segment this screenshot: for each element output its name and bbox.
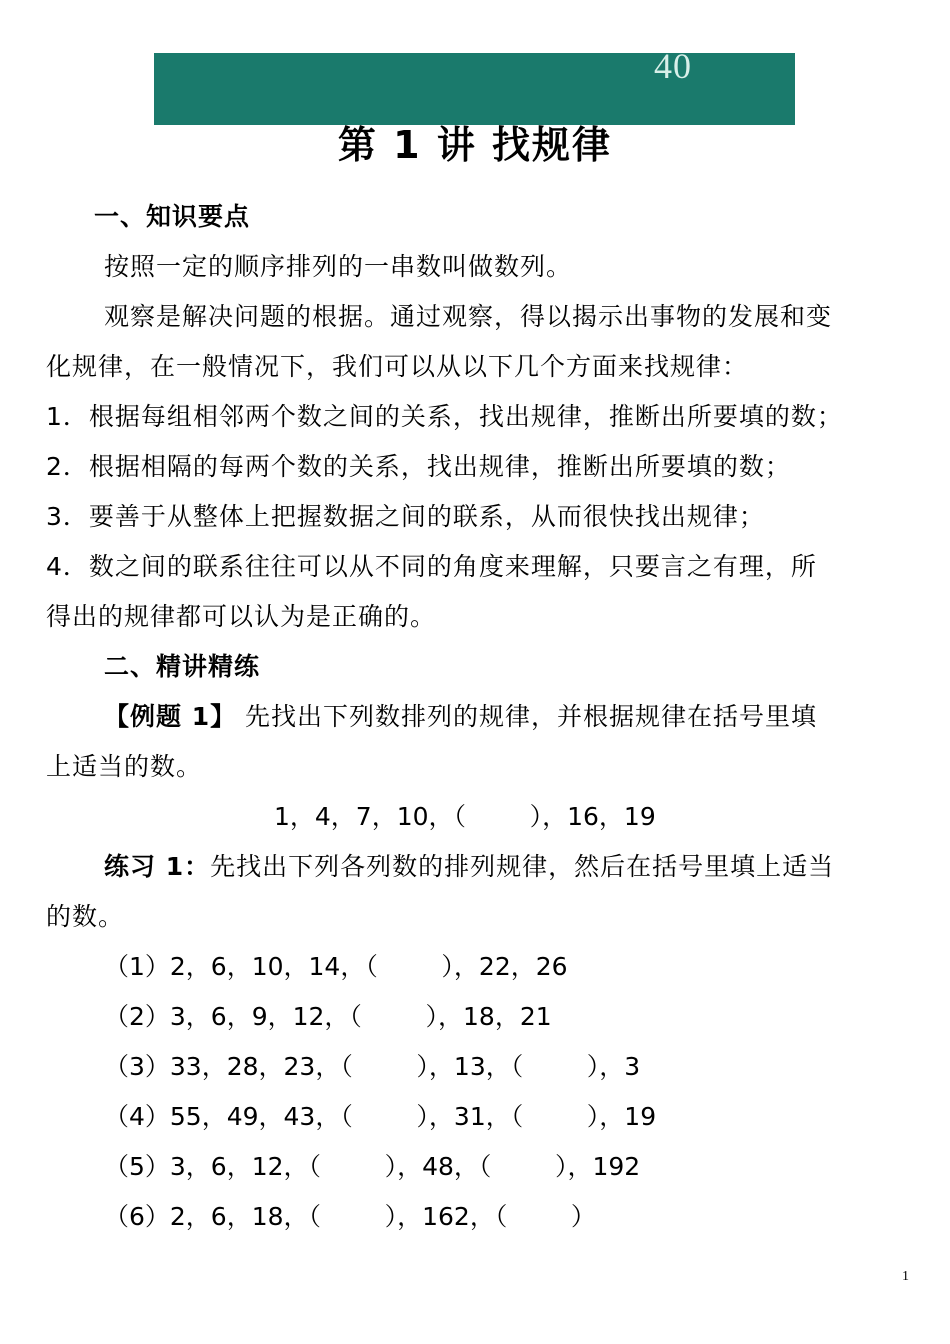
exercise-item-4: （4）55，49，43，（ ），31，（ ），19 [104,1102,657,1131]
example-1-line2: 上适当的数。 [46,752,203,781]
header-banner [154,46,795,125]
paragraph-definition: 按照一定的顺序排列的一串数叫做数列。 [104,252,573,281]
exercise-1-text: 先找出下列各列数的排列规律，然后在括号里填上适当 [210,852,835,881]
exercise-1-label: 练习 1： [104,852,211,881]
point-1: 1．根据每组相邻两个数之间的关系，找出规律，推断出所要填的数； [46,402,843,431]
point-4-continued: 得出的规律都可以认为是正确的。 [46,602,437,631]
section-heading-knowledge: 一、知识要点 [94,202,251,231]
section-heading-practice: 二、精讲精练 [104,652,261,681]
exercise-1-line2: 的数。 [46,902,125,931]
exercise-item-5: （5）3，6，12，（ ），48，（ ），192 [104,1152,641,1181]
exercise-item-3: （3）33，28，23，（ ），13，（ ），3 [104,1052,641,1081]
paragraph-observation-line2: 化规律，在一般情况下，我们可以从以下几个方面来找规律： [46,352,749,381]
point-3: 3．要善于从整体上把握数据之间的联系，从而很快找出规律； [46,502,765,531]
exercise-1-line1 [104,850,834,884]
exercise-item-6: （6）2，6，18，（ ），162，（ ） [104,1202,596,1231]
banner-number: 40 [654,46,692,86]
page-title: 第 1 讲 找规律 [337,123,613,167]
point-4: 4．数之间的联系往往可以从不同的角度来理解，只要言之有理，所 [46,552,817,581]
paragraph-observation-line1: 观察是解决问题的根据。通过观察，得以揭示出事物的发展和变 [104,302,833,331]
exercise-item-1: （1）2，6，10，14，（ ），22，26 [104,952,568,981]
example-1-line1 [104,700,817,734]
exercise-item-2: （2）3，6，9，12，（ ），18，21 [104,1002,552,1031]
page-number: 1 [902,1269,909,1284]
example-1-text: 先找出下列数排列的规律，并根据规律在括号里填 [236,702,818,731]
example-1-label: 【例题 1】 [104,702,237,731]
point-2: 2．根据相隔的每两个数的关系，找出规律，推断出所要填的数； [46,452,791,481]
example-1-series: 1，4，7，10，（ ），16，19 [274,802,656,831]
